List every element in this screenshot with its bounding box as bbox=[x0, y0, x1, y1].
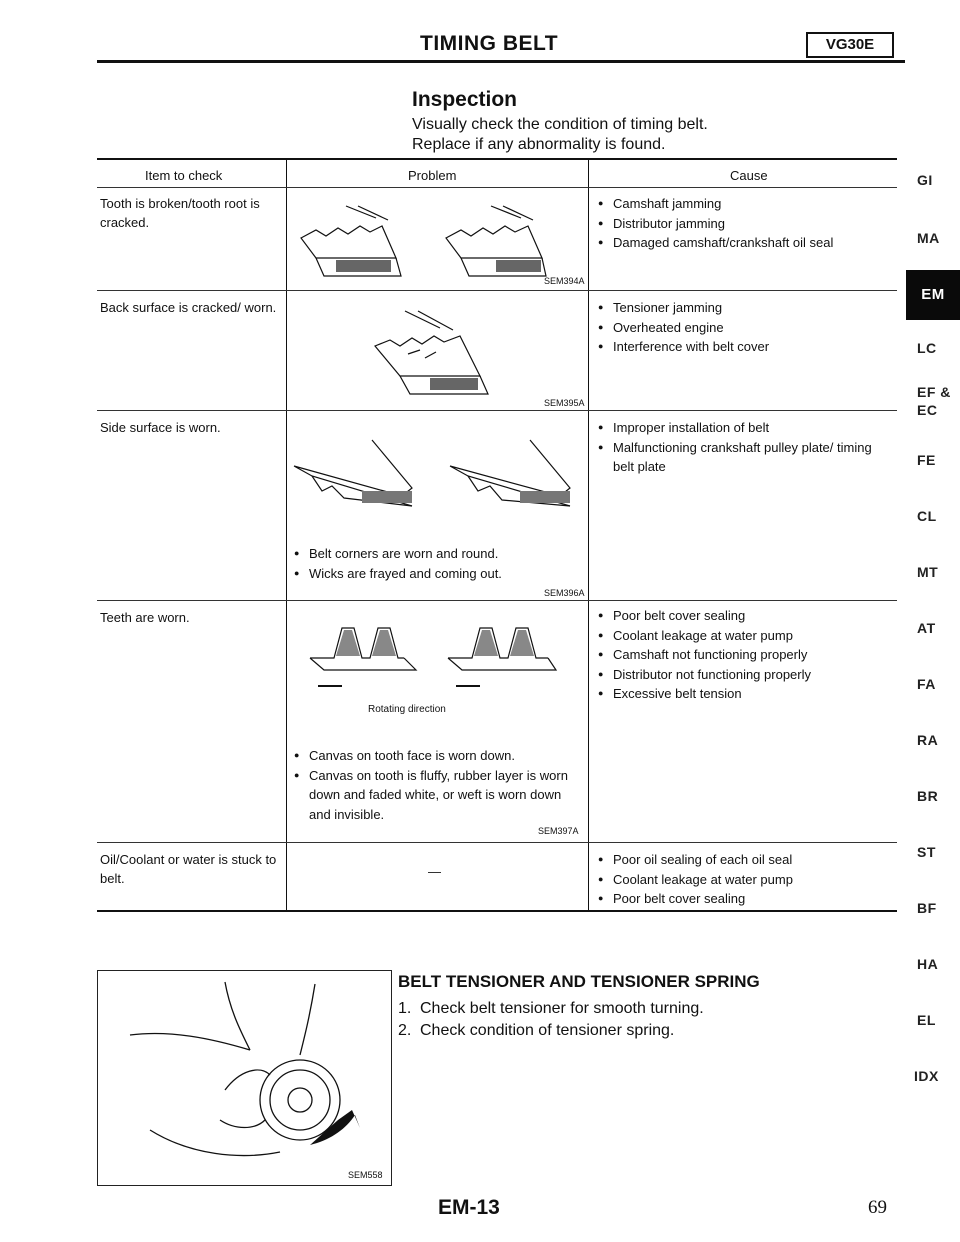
cause-item: ● Camshaft jamming bbox=[598, 194, 888, 214]
cause-list bbox=[598, 850, 888, 909]
section-title: Inspection bbox=[412, 88, 518, 111]
step-item bbox=[398, 1020, 704, 1042]
header-row-rule bbox=[97, 187, 897, 188]
cause-list bbox=[598, 418, 888, 477]
step-number: 2. bbox=[398, 1022, 412, 1039]
intro-line: Visually check the condition of timing belt. bbox=[412, 116, 708, 133]
side-tab-fa[interactable]: FA bbox=[917, 676, 936, 692]
worn-side-belt-illustration bbox=[292, 436, 582, 526]
cause-item: ● Damaged camshaft/crankshaft oil seal bbox=[598, 233, 888, 253]
problem-note-list bbox=[294, 544, 584, 583]
table-top-rule bbox=[97, 158, 897, 160]
side-tab-mt[interactable]: MT bbox=[917, 564, 939, 580]
step-text: Check belt tensioner for smooth turning. bbox=[420, 1000, 704, 1017]
column-header-cause: Cause bbox=[730, 168, 768, 183]
cause-list bbox=[598, 194, 888, 253]
side-tab-lc[interactable]: LC bbox=[917, 340, 937, 356]
cause-list bbox=[598, 606, 888, 704]
column-divider bbox=[286, 160, 287, 910]
side-tab-cl[interactable]: CL bbox=[917, 508, 937, 524]
no-problem-dash: — bbox=[428, 864, 441, 879]
problem-note: ● Canvas on tooth is fluffy, rubber layer is worn down and faded white, or weft is worn down and invisible. bbox=[294, 766, 584, 825]
column-header-problem: Problem bbox=[408, 168, 457, 183]
side-tab-br[interactable]: BR bbox=[917, 788, 939, 804]
cause-item: ● Tensioner jamming bbox=[598, 298, 888, 318]
column-header-item: Item to check bbox=[145, 168, 223, 183]
problem-note-list bbox=[294, 746, 584, 824]
header-rule bbox=[97, 60, 905, 63]
side-tab-ef[interactable]: EF & bbox=[917, 384, 951, 400]
row-item: Side surface is worn. bbox=[100, 420, 221, 435]
page-number: 69 bbox=[868, 1197, 887, 1218]
figure-code: SEM397A bbox=[538, 826, 579, 836]
figure-code: SEM394A bbox=[544, 276, 585, 286]
side-tab-at[interactable]: AT bbox=[917, 620, 936, 636]
row-item: Teeth are worn. bbox=[100, 610, 190, 625]
side-tab-em-active[interactable]: EM bbox=[906, 270, 960, 320]
figure-caption: Rotating direction bbox=[368, 704, 446, 715]
figure-code: SEM558 bbox=[348, 1170, 383, 1180]
row-item: Back surface is cracked/ worn. bbox=[100, 300, 277, 315]
figure-code: SEM396A bbox=[544, 588, 585, 598]
table-bottom-rule bbox=[97, 910, 897, 912]
broken-tooth-belt-illustration bbox=[296, 198, 576, 278]
row-divider bbox=[97, 600, 897, 601]
cause-item: ● Distributor jamming bbox=[598, 214, 888, 234]
cause-item: ● Malfunctioning crankshaft pulley plate/ timing belt plate bbox=[598, 438, 888, 477]
side-tab-ha[interactable]: HA bbox=[917, 956, 939, 972]
step-item bbox=[398, 998, 704, 1020]
cause-item: ● Overheated engine bbox=[598, 318, 888, 338]
row-divider bbox=[97, 842, 897, 843]
side-tab-bf[interactable]: BF bbox=[917, 900, 937, 916]
cause-item: ● Poor belt cover sealing bbox=[598, 889, 888, 909]
row-divider bbox=[97, 290, 897, 291]
cause-item: ● Interference with belt cover bbox=[598, 337, 888, 357]
cracked-back-belt-illustration bbox=[370, 306, 520, 396]
step-number: 1. bbox=[398, 1000, 412, 1017]
cause-item: ● Coolant leakage at water pump bbox=[598, 870, 888, 890]
cause-item: ● Camshaft not functioning properly bbox=[598, 645, 888, 665]
intro-line: Replace if any abnormality is found. bbox=[412, 136, 666, 153]
problem-note: ● Canvas on tooth face is worn down. bbox=[294, 746, 584, 766]
side-tab-ec[interactable]: EC bbox=[917, 402, 938, 418]
row-item: Oil/Coolant or water is stuck to belt. bbox=[100, 852, 277, 886]
cause-item: ● Poor belt cover sealing bbox=[598, 606, 888, 626]
tensioner-section-title: BELT TENSIONER AND TENSIONER SPRING bbox=[398, 972, 760, 991]
problem-note: ● Wicks are frayed and coming out. bbox=[294, 564, 584, 584]
column-divider bbox=[588, 160, 589, 910]
cause-item: ● Poor oil sealing of each oil seal bbox=[598, 850, 888, 870]
engine-badge: VG30E bbox=[806, 32, 894, 58]
side-tab-gi[interactable]: GI bbox=[917, 172, 933, 188]
step-text: Check condition of tensioner spring. bbox=[420, 1022, 675, 1039]
side-tab-ra[interactable]: RA bbox=[917, 732, 939, 748]
cause-list bbox=[598, 298, 888, 357]
side-tab-st[interactable]: ST bbox=[917, 844, 936, 860]
side-tab-ma[interactable]: MA bbox=[917, 230, 940, 246]
page-title: TIMING BELT bbox=[420, 32, 559, 55]
page-code: EM-13 bbox=[438, 1196, 500, 1219]
side-tab-el[interactable]: EL bbox=[917, 1012, 936, 1028]
problem-note: ● Belt corners are worn and round. bbox=[294, 544, 584, 564]
worn-teeth-belt-illustration bbox=[304, 614, 564, 694]
tensioner-steps bbox=[398, 998, 704, 1042]
tensioner-hand-illustration bbox=[130, 980, 370, 1175]
cause-item: ● Coolant leakage at water pump bbox=[598, 626, 888, 646]
side-tab-idx[interactable]: IDX bbox=[914, 1068, 939, 1084]
row-divider bbox=[97, 410, 897, 411]
cause-item: ● Distributor not functioning properly bbox=[598, 665, 888, 685]
cause-item: ● Improper installation of belt bbox=[598, 418, 888, 438]
cause-item: ● Excessive belt tension bbox=[598, 684, 888, 704]
side-tab-fe[interactable]: FE bbox=[917, 452, 936, 468]
row-item: Tooth is broken/tooth root is cracked. bbox=[100, 196, 260, 230]
figure-code: SEM395A bbox=[544, 398, 585, 408]
